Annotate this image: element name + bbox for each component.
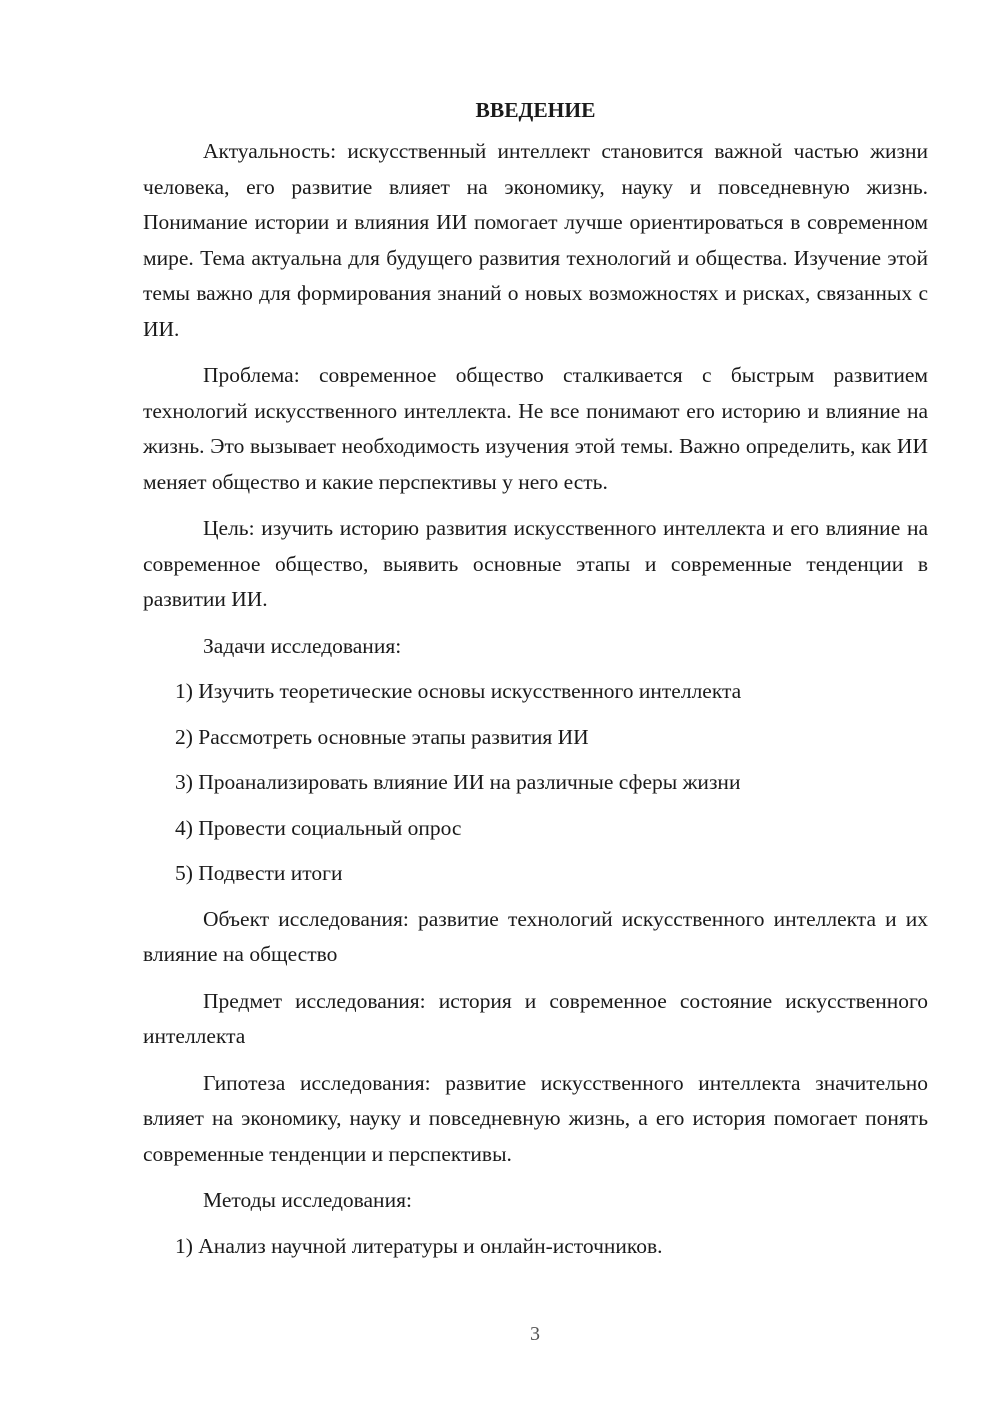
list-item: 3) Проанализировать влияние ИИ на различные сферы жизни (175, 770, 741, 794)
page-number: 3 (530, 1323, 540, 1345)
tasks-heading: Задачи исследования: (203, 633, 402, 658)
list-item: 5) Подвести итоги (175, 861, 343, 885)
methods-list (143, 1229, 928, 1265)
list-item: 1) Анализ научной литературы и онлайн-источников. (175, 1233, 663, 1258)
document-page (143, 92, 928, 1274)
problem-paragraph: Проблема: современное общество сталкивается с быстрым развитием технологий искусственного интеллекта. Не все понимают его историю и влияние на жизнь. Это вызывает необходимость изучения этой темы. Важно определить, как ИИ меняет общество и какие перспективы у него есть. (143, 363, 928, 494)
tasks-list (143, 674, 928, 892)
relevance-paragraph: Актуальность: искусственный интеллект становится важной частью жизни человека, его развитие влияет на экономику, науку и повседневную жизнь. Понимание истории и влияния ИИ помогает лучше ориентироваться в современном мире. Тема актуальна для будущего развития технологий и общества. Изучение этой темы важно для формирования знаний о новых возможностях и рисках, связанных с ИИ. (143, 139, 928, 341)
list-item: 1) Изучить теоретические основы искусственного интеллекта (175, 679, 742, 703)
methods-heading: Методы исследования: (203, 1188, 412, 1212)
page-title: ВВЕДЕНИЕ (475, 98, 596, 122)
goal-paragraph: Цель: изучить историю развития искусственного интеллекта и его влияние на современное общество, выявить основные этапы и современные тенденции в развитии ИИ. (143, 516, 928, 611)
hypothesis-paragraph: Гипотеза исследования: развитие искусственного интеллекта значительно влияет на экономику, науку и повседневную жизнь, а его история помогает понять современные тенденции и перспективы. (143, 1070, 928, 1166)
list-item: 2) Рассмотреть основные этапы развития ИИ (175, 724, 589, 749)
object-paragraph: Объект исследования: развитие технологий искусственного интеллекта и их влияние на общество (143, 906, 928, 966)
subject-paragraph: Предмет исследования: история и современное состояние искусственного интеллекта (143, 988, 928, 1048)
list-item: 4) Провести социальный опрос (175, 815, 462, 840)
